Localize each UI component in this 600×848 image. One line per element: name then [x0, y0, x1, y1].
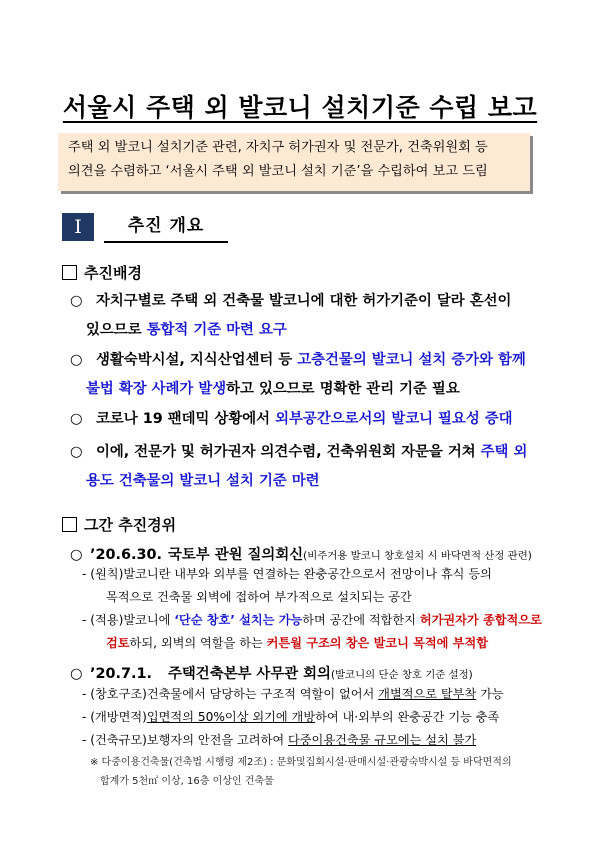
circle-bullet-icon: ○ — [70, 666, 83, 682]
section-title: 추진 개요 — [104, 213, 228, 243]
history-entry: ○ ’20.6.30. 국토부 관원 질의회신(비주거용 발코니 창호설치 시 바닥면적 산정 관련) — [70, 547, 532, 563]
circle-bullet-icon: ○ — [70, 411, 83, 427]
list-item: ○ 코로나 19 팬데믹 상황에서 외부공간으로서의 발코니 필요성 증대 — [70, 405, 550, 434]
circle-bullet-icon: ○ — [70, 293, 83, 309]
checkbox-square-icon — [62, 517, 77, 532]
subsection-heading-history: 그간 추진경위 — [62, 514, 176, 535]
list-item: ○ 자치구별로 주택 외 건축물 발코니에 대한 허가기준이 달라 혼선이 있으므로 통합적 기준 마련 요구 — [70, 287, 550, 345]
footnote: ※ 다중이용건축물(건축법 시행령 제2조) : 문화및집회시설·판매시설·관광숙박시설 등 바닥면적의 합계가 5천㎡ 이상, 16층 이상인 건축물 — [90, 757, 512, 787]
checkbox-square-icon — [62, 265, 77, 280]
section-number-badge: Ⅰ — [62, 213, 94, 241]
page-title: 서울시 주택 외 발코니 설치기준 수립 보고 — [62, 93, 538, 122]
list-item: ○ 생활숙박시설, 지식산업센터 등 고층건물의 발코니 설치 증가와 함께 불법 확장 사례가 발생하고 있으므로 명확한 관리 기준 필요 — [70, 346, 550, 404]
history-detail: - (창호구조)건축물에서 담당하는 구조적 역할이 없어서 개별적으로 탈부착 가능 - (개방면적)입면적의 50%이상 외기에 개방하여 내·외부의 완충공간 기능 충족 - (건축규모)보행자의 안전을 고려하여 다중이용건축물 규모에는 설치 불가 — [82, 687, 504, 747]
history-detail: - (원칙)발코니란 내부와 외부를 연결하는 완충공간으로서 전망이나 휴식 등의 목적으로 건축물 외벽에 접하여 부가적으로 설치되는 공간 - (적용)발코니에 ‘단순 창호’ 설치는 가능하며 공간에 적합한지 허가권자가 종합적으로 검토하되, 외벽의 역할을 하는 커튼월 구조의 창은 발코니 목적에 부적합 — [82, 567, 542, 650]
summary-box — [58, 133, 530, 191]
list-item: ○ 이에, 전문가 및 허가권자 의견수렴, 건축위원회 자문을 거쳐 주택 외 용도 건축물의 발코니 설치 기준 마련 — [70, 438, 550, 496]
summary-line: 의견을 수렴하고 ‘서울시 주택 외 발코니 설치 기준’을 수립하여 보고 드림 — [68, 164, 488, 179]
circle-bullet-icon: ○ — [70, 352, 83, 368]
subsection-heading-background: 추진배경 — [62, 262, 142, 283]
summary-line: 주택 외 발코니 설치기준 관련, 자치구 허가권자 및 전문가, 건축위원회 등 — [68, 140, 488, 155]
circle-bullet-icon: ○ — [70, 444, 83, 460]
circle-bullet-icon: ○ — [70, 547, 83, 563]
history-entry: ○ ’20.7.1. 주택건축본부 사무관 회의(발코니의 단순 창호 기준 설정) — [70, 666, 473, 682]
